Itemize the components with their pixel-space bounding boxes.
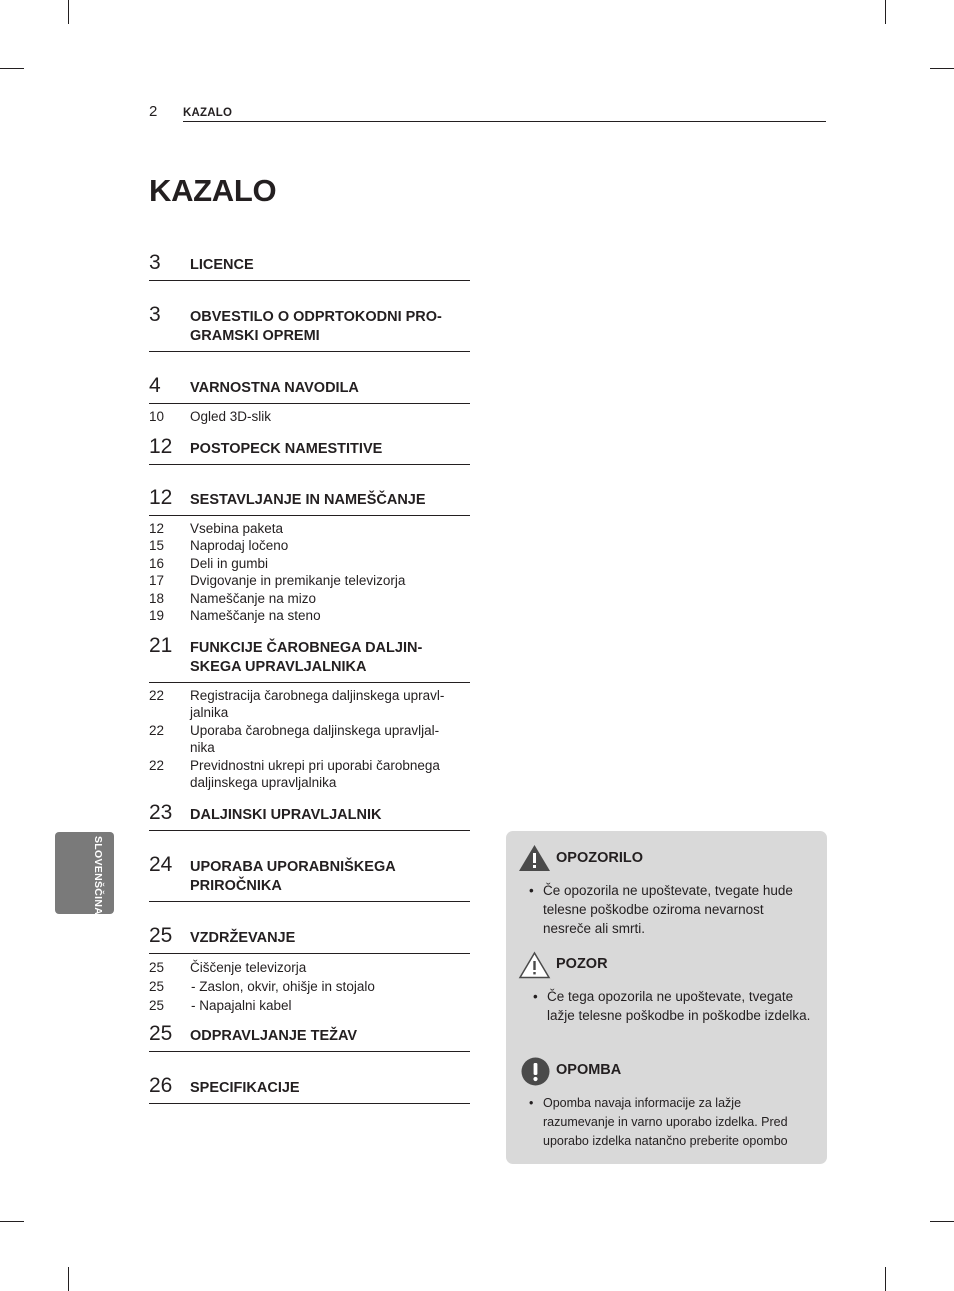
bullet: •: [533, 989, 538, 1004]
toc-section[interactable]: [149, 1073, 470, 1104]
language-tab-label: SLOVENŠČINA: [92, 836, 104, 916]
toc-subsection-list: [149, 954, 470, 1015]
toc-subsection-page: 22: [149, 687, 165, 703]
toc-section[interactable]: [149, 1021, 470, 1052]
toc-section-title: OBVESTILO O ODPRTOKODNI PRO-GRAMSKI OPREMI: [190, 309, 442, 344]
toc-section-page: 3: [149, 303, 161, 326]
toc-section-title: LICENCE: [190, 257, 254, 273]
toc-section-page: 12: [149, 485, 173, 509]
toc-subsection[interactable]: [149, 607, 470, 625]
running-header: KAZALO: [183, 107, 233, 119]
caution-text-content: Če tega opozorila ne upoštevate, tvegate lažje telesne poškodbe in poškodbe izdelka.: [547, 989, 811, 1023]
toc-subsection-page: 22: [149, 722, 165, 738]
toc-subsection-title: Čiščenje televizorja: [190, 959, 307, 975]
crop-mark: [885, 0, 886, 24]
toc-subsection-title: Previdnostni ukrepi pri uporabi čarobnega daljinskega upravljalnika: [190, 757, 440, 790]
toc-subsection[interactable]: [149, 537, 470, 555]
toc-subsection-title: Nameščanje na steno: [190, 608, 321, 623]
warning-triangle-filled-icon: [518, 844, 551, 872]
toc-subsection[interactable]: [149, 757, 470, 792]
crop-mark: [68, 1267, 69, 1291]
toc-subsection-page: 22: [149, 757, 165, 773]
toc-subsection[interactable]: [149, 590, 470, 608]
toc-section-page: 3: [149, 251, 161, 274]
toc-section[interactable]: [149, 852, 470, 902]
toc-section-page: 24: [149, 852, 173, 876]
crop-mark: [0, 1221, 24, 1222]
toc-section-page: 12: [149, 434, 173, 458]
toc-section[interactable]: [149, 434, 470, 465]
toc-subsection-list: [149, 683, 470, 792]
toc-section-title: SESTAVLJANJE IN NAMEŠČANJE: [190, 491, 426, 508]
toc-subsection-title: Ogled 3D-slik: [190, 409, 272, 424]
crop-mark: [930, 68, 954, 69]
toc-subsection-page: 25: [149, 959, 165, 975]
page-title: KAZALO: [149, 173, 277, 208]
crop-mark: [0, 68, 24, 69]
toc-subsection-title: Uporaba čarobnega daljinskega upravljal-nika: [190, 722, 440, 755]
table-of-contents: [149, 250, 470, 1104]
toc-section-title: POSTOPECK NAMESTITIVE: [190, 440, 383, 457]
toc-section-title: SPECIFIKACIJE: [190, 1079, 300, 1096]
crop-mark: [885, 1267, 886, 1291]
toc-subsection-page: 15: [149, 538, 165, 553]
page-number: 2: [149, 103, 158, 120]
note-title: OPOMBA: [556, 1062, 622, 1078]
toc-section-title: ODPRAVLJANJE TEŽAV: [190, 1027, 358, 1044]
toc-subsection-title: - Napajalni kabel: [191, 996, 470, 1015]
note-text-content: Opomba navaja informacije za lažje razumevanje in varno uporabo izdelka. Pred uporabo izdelka natančno preberite opombo: [543, 1096, 788, 1148]
toc-section-page: 21: [149, 633, 173, 657]
toc-subsection-page: 18: [149, 590, 165, 606]
caution-text: [533, 987, 813, 1025]
toc-section-title: FUNKCIJE ČAROBNEGA DALJIN-SKEGA UPRAVLJALNIKA: [190, 639, 423, 675]
toc-subsection-title: Nameščanje na mizo: [190, 590, 317, 606]
toc-subsection[interactable]: [149, 996, 470, 1015]
language-tab: [55, 832, 114, 914]
toc-subsection[interactable]: [149, 555, 470, 573]
toc-subsection-page: 25: [149, 997, 165, 1013]
toc-subsection-title: Registracija čarobnega daljinskega upravl-jalnika: [190, 687, 445, 720]
toc-subsection-list: [149, 404, 470, 426]
caution-title: POZOR: [556, 956, 608, 972]
header-rule: [183, 121, 826, 122]
toc-section-page: 25: [149, 923, 173, 947]
toc-section[interactable]: [149, 633, 470, 683]
toc-section-page: 4: [149, 374, 161, 397]
toc-section-title: VARNOSTNA NAVODILA: [190, 380, 359, 396]
toc-subsection-page: 25: [149, 978, 165, 994]
toc-section-title: DALJINSKI UPRAVLJALNIK: [190, 806, 382, 823]
toc-subsection-page: 17: [149, 573, 165, 588]
toc-subsection-title: Naprodaj ločeno: [190, 538, 289, 553]
exclamation-circle-icon: [521, 1057, 550, 1086]
toc-subsection-title: Vsebina paketa: [190, 520, 284, 536]
toc-section[interactable]: [149, 923, 470, 954]
crop-mark: [930, 1221, 954, 1222]
toc-subsection[interactable]: [149, 977, 470, 996]
warning-text: [529, 881, 813, 938]
toc-subsection[interactable]: [149, 687, 470, 722]
note-text: [529, 1094, 805, 1151]
toc-section[interactable]: [149, 485, 470, 516]
crop-mark: [68, 0, 69, 24]
toc-section[interactable]: [149, 302, 470, 352]
bullet: •: [529, 1096, 534, 1110]
toc-subsection-page: 19: [149, 608, 165, 623]
toc-subsection[interactable]: [149, 408, 470, 426]
toc-subsection-page: 16: [149, 555, 165, 571]
toc-subsection[interactable]: [149, 722, 470, 757]
toc-subsection-title: - Zaslon, okvir, ohišje in stojalo: [191, 977, 470, 996]
toc-subsection-page: 10: [149, 409, 165, 424]
toc-subsection[interactable]: [149, 958, 470, 977]
toc-subsection-list: [149, 516, 470, 625]
toc-section[interactable]: [149, 373, 470, 404]
toc-subsection-page: 12: [149, 520, 165, 536]
toc-section-page: 26: [149, 1073, 173, 1097]
toc-subsection[interactable]: [149, 572, 470, 590]
toc-subsection-title: Dvigovanje in premikanje televizorja: [190, 573, 406, 588]
toc-section[interactable]: [149, 800, 470, 831]
toc-section[interactable]: [149, 250, 470, 281]
toc-subsection[interactable]: [149, 520, 470, 538]
toc-section-page: 25: [149, 1021, 173, 1045]
warning-title: OPOZORILO: [556, 850, 643, 866]
toc-section-title: UPORABA UPORABNIŠKEGA PRIROČNIKA: [190, 858, 396, 894]
toc-section-page: 23: [149, 800, 173, 824]
warning-text-content: Če opozorila ne upoštevate, tvegate hude telesne poškodbe oziroma nevarnost nesreče ali smrti.: [543, 883, 793, 936]
toc-section-title: VZDRŽEVANJE: [190, 929, 296, 946]
safety-notice-box: [506, 831, 827, 1164]
bullet: •: [529, 883, 534, 898]
toc-subsection-title: Deli in gumbi: [190, 555, 269, 571]
caution-triangle-outline-icon: [518, 951, 551, 979]
